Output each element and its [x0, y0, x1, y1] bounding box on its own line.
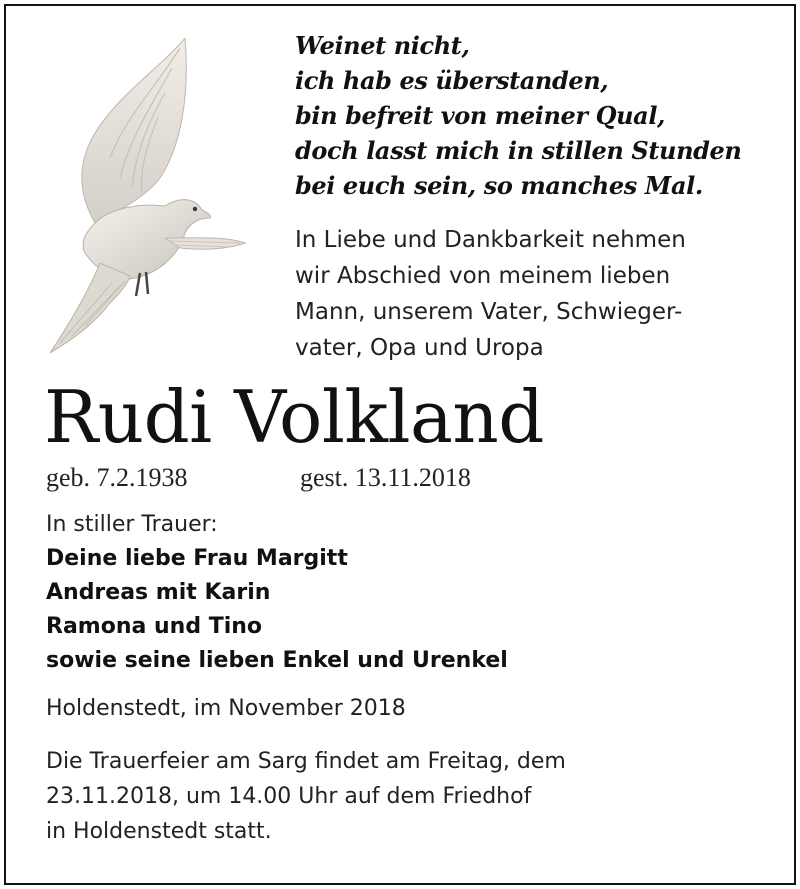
service-line: Die Trauerfeier am Sarg findet am Freitag, dem [46, 749, 566, 774]
mourners-section [46, 508, 508, 678]
service-line: 23.11.2018, um 14.00 Uhr auf dem Friedhof [46, 784, 532, 809]
intro-line: vater, Opa und Uropa [295, 335, 544, 361]
funeral-service-info [46, 744, 566, 849]
intro-line: Mann, unserem Vater, Schwieger- [295, 299, 683, 325]
birth-date: geb. 7.2.1938 [46, 463, 188, 492]
mourners-intro: In stiller Trauer: [46, 512, 218, 537]
intro-line: wir Abschied von meinem lieben [295, 263, 671, 289]
poem-line: bin befreit von meiner Qual, [295, 101, 665, 130]
service-line: in Holdenstedt statt. [46, 819, 272, 844]
poem-line: ich hab es überstanden, [295, 66, 609, 95]
dove-image [40, 38, 255, 358]
mourner-line: sowie seine lieben Enkel und Urenkel [46, 648, 508, 673]
deceased-name: Rudi Volkland [44, 375, 544, 459]
intro-line: In Liebe und Dankbarkeit nehmen [295, 227, 686, 253]
poem [295, 28, 775, 203]
death-date: gest. 13.11.2018 [300, 463, 471, 492]
mourner-line: Andreas mit Karin [46, 580, 271, 605]
intro-text [295, 222, 775, 366]
life-dates [46, 462, 471, 494]
poem-line: bei euch sein, so manches Mal. [295, 171, 703, 200]
poem-line: Weinet nicht, [295, 31, 470, 60]
place-date: Holdenstedt, im November 2018 [46, 696, 406, 721]
mourner-line: Deine liebe Frau Margitt [46, 546, 348, 571]
mourner-line: Ramona und Tino [46, 614, 263, 639]
poem-line: doch lasst mich in stillen Stunden [295, 136, 742, 165]
